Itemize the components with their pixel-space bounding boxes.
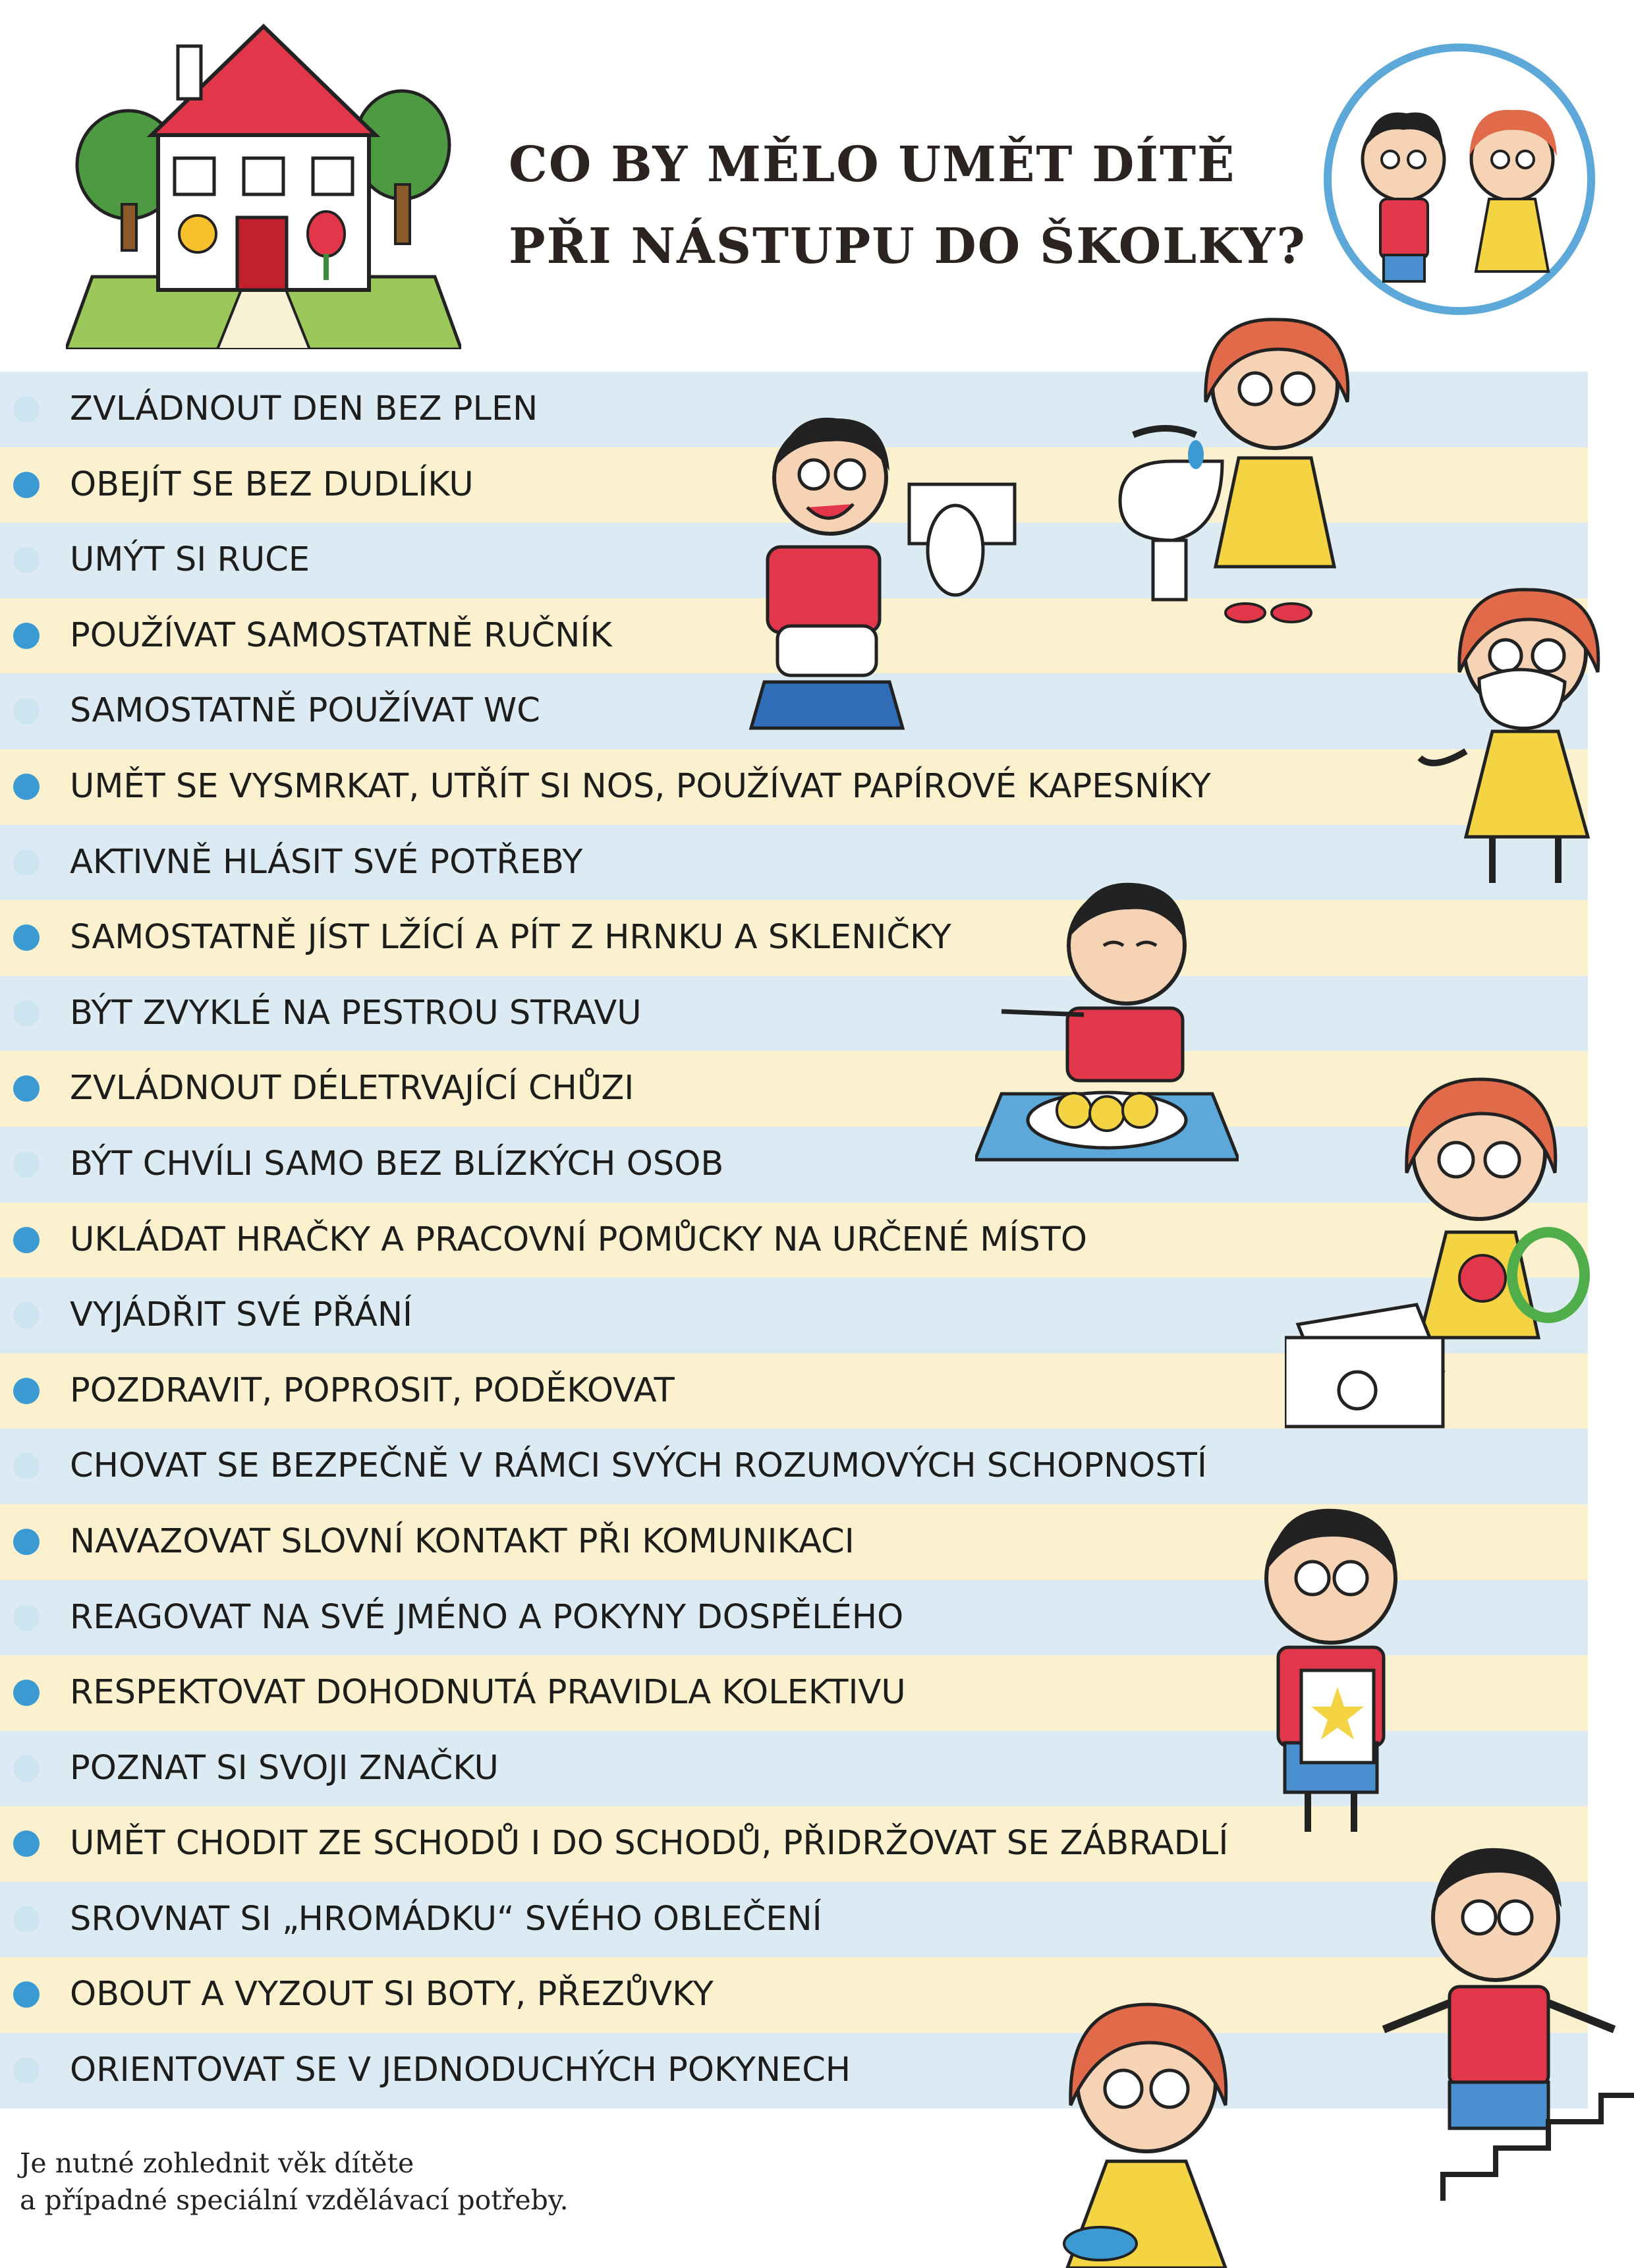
bullet-dot-icon	[13, 1981, 40, 2008]
checklist-item-label: BÝT ZVYKLÉ NA PESTROU STRAVU	[70, 993, 642, 1033]
kids-holding-hands-icon	[1314, 41, 1604, 318]
bullet-dot-icon	[13, 1378, 40, 1404]
bullet-dot-icon	[13, 472, 40, 498]
bullet-dot-icon	[13, 849, 40, 876]
checklist-item-label: UMĚT CHODIT ZE SCHODŮ I DO SCHODŮ, PŘIDRŽOVAT SE ZÁBRADLÍ	[70, 1824, 1229, 1863]
bullet-dot-icon	[13, 1906, 40, 1933]
checklist-item-label: BÝT CHVÍLI SAMO BEZ BLÍZKÝCH OSOB	[70, 1144, 724, 1183]
checklist-item	[0, 2033, 1588, 2109]
boy-eating-icon	[975, 870, 1239, 1173]
title-line-1: CO BY MĚLO UMĚT DÍTĚ	[509, 136, 1236, 193]
checklist-item	[0, 1429, 1588, 1504]
checklist-item-label: REAGOVAT NA SVÉ JMÉNO A POKYNY DOSPĚLÉHO	[70, 1597, 904, 1637]
checklist-item	[0, 749, 1588, 825]
bullet-dot-icon	[13, 547, 40, 573]
checklist-item-label: RESPEKTOVAT DOHODNUTÁ PRAVIDLA KOLEKTIVU	[70, 1673, 906, 1713]
checklist-item-label: UKLÁDAT HRAČKY A PRACOVNÍ POMŮCKY NA URČENÉ MÍSTO	[70, 1220, 1088, 1259]
girl-tidying-toys-icon	[1285, 1061, 1614, 1430]
bullet-dot-icon	[13, 1000, 40, 1027]
bullet-dot-icon	[13, 2057, 40, 2084]
checklist-item-label: ZVLÁDNOUT DEN BEZ PLEN	[70, 389, 538, 428]
bullet-dot-icon	[13, 1755, 40, 1782]
girl-blowing-nose-icon	[1407, 573, 1624, 903]
bullet-dot-icon	[13, 1227, 40, 1253]
bullet-dot-icon	[13, 396, 40, 422]
bullet-dot-icon	[13, 1075, 40, 1102]
girl-putting-on-shoes-icon	[1028, 1983, 1265, 2268]
bullet-dot-icon	[13, 1302, 40, 1328]
checklist-item	[0, 900, 1588, 976]
checklist-item	[0, 1957, 1588, 2033]
boy-on-stairs-icon	[1364, 1832, 1634, 2201]
checklist-item-label: POZNAT SI SVOJI ZNAČKU	[70, 1748, 499, 1788]
checklist-item-label: SAMOSTATNĚ JÍST LŽÍCÍ A PÍT Z HRNKU A SKLENIČKY	[70, 918, 951, 957]
checklist-item-label: OBOUT A VYZOUT SI BOTY, PŘEZŮVKY	[70, 1975, 714, 2014]
boy-with-drawing-icon	[1226, 1496, 1436, 1852]
checklist-item	[0, 825, 1588, 901]
bullet-dot-icon	[13, 1830, 40, 1857]
footnote	[20, 2145, 569, 2219]
checklist-item-label: POUŽÍVAT SAMOSTATNĚ RUČNÍK	[70, 615, 612, 655]
girl-washing-hands-icon	[1081, 303, 1370, 633]
footnote-line-2: a případné speciální vzdělávací potřeby.	[20, 2184, 569, 2216]
bullet-dot-icon	[13, 1604, 40, 1631]
checklist-item-label: POZDRAVIT, POPROSIT, PODĚKOVAT	[70, 1371, 675, 1410]
bullet-dot-icon	[13, 1529, 40, 1555]
checklist-item-label: ZVLÁDNOUT DÉLETRVAJÍCÍ CHŮZI	[70, 1069, 634, 1108]
bullet-dot-icon	[13, 924, 40, 951]
bullet-dot-icon	[13, 623, 40, 649]
checklist-item-label: OBEJÍT SE BEZ DUDLÍKU	[70, 465, 474, 504]
checklist-item-label: CHOVAT SE BEZPEČNĚ V RÁMCI SVÝCH ROZUMOVÝCH SCHOPNOSTÍ	[70, 1446, 1207, 1486]
bullet-dot-icon	[13, 1453, 40, 1479]
boy-on-potty-icon	[738, 399, 1048, 741]
checklist-item-label: AKTIVNĚ HLÁSIT SVÉ POTŘEBY	[70, 842, 583, 882]
checklist-item-label: UMÝT SI RUCE	[70, 540, 310, 580]
page-title	[509, 124, 1307, 287]
footnote-line-1: Je nutné zohlednit věk dítěte	[20, 2147, 414, 2179]
checklist-item-label: ORIENTOVAT SE V JEDNODUCHÝCH POKYNECH	[70, 2051, 851, 2090]
bullet-dot-icon	[13, 698, 40, 724]
house-icon	[66, 20, 461, 349]
bullet-dot-icon	[13, 1151, 40, 1177]
checklist-item-label: NAVAZOVAT SLOVNÍ KONTAKT PŘI KOMUNIKACI	[70, 1521, 855, 1561]
bullet-dot-icon	[13, 1680, 40, 1706]
checklist-item-label: VYJÁDŘIT SVÉ PŘÁNÍ	[70, 1295, 413, 1335]
bullet-dot-icon	[13, 774, 40, 800]
checklist-item-label: SROVNAT SI „HROMÁDKU“ SVÉHO OBLEČENÍ	[70, 1899, 822, 1939]
checklist-item	[0, 1882, 1588, 1958]
title-line-2: PŘI NÁSTUPU DO ŠKOLKY?	[509, 218, 1307, 275]
checklist-item	[0, 976, 1588, 1052]
checklist-item-label: SAMOSTATNĚ POUŽÍVAT WC	[70, 691, 540, 731]
checklist-item-label: UMĚT SE VYSMRKAT, UTŘÍT SI NOS, POUŽÍVAT PAPÍROVÉ KAPESNÍKY	[70, 766, 1211, 806]
